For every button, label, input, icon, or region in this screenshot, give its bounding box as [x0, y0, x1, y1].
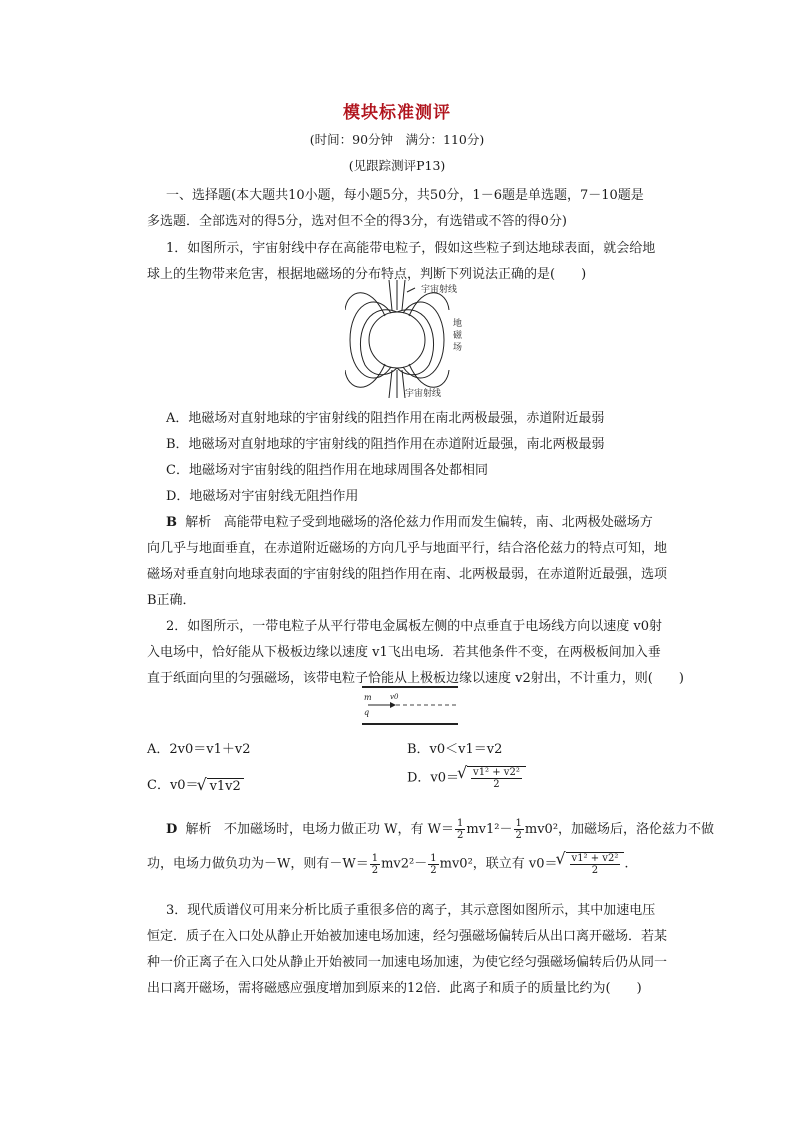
frac-num: 1	[515, 818, 522, 829]
q2-analysis-text-1c: mv0²，加磁场后，洛伦兹力不做	[524, 822, 715, 837]
velocity-arrow	[390, 702, 396, 708]
earth-circle	[369, 312, 425, 368]
frac-den: 2	[430, 864, 437, 876]
q2-analysis-text-2b: mv2²－	[381, 856, 428, 872]
q2-analysis-text-2c: mv0²，联立有 v0＝	[439, 856, 558, 872]
q1-answer: B	[166, 515, 177, 530]
q2-analysis-text-2a: 功，电场力做负功为－W，则有－W＝	[147, 856, 369, 872]
section1-line2: 多选题．全部选对的得5分，选对但不全的得3分，有选错或不答的得0分)	[147, 214, 567, 229]
q1-analysis-text-1: 高能带电粒子受到地磁场的洛伦兹力作用而发生偏转，南、北两极处磁场方	[223, 515, 653, 530]
frac-den: 2	[456, 830, 464, 841]
q2-option-b: B．v0＜v1＝v2	[407, 742, 503, 757]
q2-option-a: A．2v0＝v1＋v2	[147, 742, 251, 757]
q2-analysis-root-num: √ v1² + v2²	[571, 853, 619, 864]
frac-num: 1	[371, 852, 379, 864]
q1-analysis-line4: B正确．	[147, 593, 196, 608]
q2-option-d-prefix: D．v0＝	[407, 770, 460, 786]
q3-line3: 种一价正离子在入口处从静止开始被同一加速电场加速，为使它经匀强磁场偏转后仍从同一	[147, 955, 668, 970]
q1-option-a: A．地磁场对直射地球的宇宙射线的阻挡作用在南北两极最强，赤道附近最弱	[166, 411, 605, 426]
fig-label-m: m	[364, 693, 372, 702]
q2-analysis-text-1b: mv1²－	[466, 822, 513, 837]
fig-label-side-3: 场	[453, 343, 463, 353]
q1-option-d: D．地磁场对宇宙射线无阻挡作用	[166, 489, 359, 504]
q2-analysis-label: 解析	[185, 822, 212, 837]
page-title: 模块标准测评	[343, 103, 451, 123]
q1-analysis-line3: 磁场对垂直射向地球表面的宇宙射线的阻挡作用在南、北两极最弱，在赤道附近最强，选项	[147, 567, 668, 582]
q3-line4: 出口离开磁场，需将磁感应强度增加到原来的12倍．此离子和质子的质量比约为( )	[147, 981, 642, 996]
q2-option-d-den: 2	[493, 779, 500, 790]
time-info: (时间：90分钟 满分：110分)	[309, 132, 485, 147]
section1-line1: 一、选择题(本大题共10小题，每小题5分，共50分，1－6题是单选题，7－10题是	[166, 188, 644, 203]
half-fraction-1	[455, 818, 465, 841]
fig-label-side-2: 磁	[453, 331, 463, 341]
q2-answer: D	[166, 822, 178, 837]
q2-analysis-line2: 功，电场力做负功为－W，则有－W＝ $\frac{1}{2}$ mv2²－ $\frac{1}{2}$ mv0²，联立有 v0＝ √ $\frac{\text{v1² + v2²}}{2}$ .	[147, 852, 628, 876]
q2-analysis-line1	[166, 818, 714, 841]
frac-num: 1	[456, 818, 464, 829]
q2-analysis-text-1a: 不加磁场时，电场力做正功 W，有 W＝	[223, 822, 454, 837]
q1-option-b: B．地磁场对直射地球的宇宙射线的阻挡作用在赤道附近最强，南北两极最弱	[166, 437, 605, 452]
half-fraction-2	[514, 818, 524, 841]
q2-analysis-root	[566, 852, 625, 876]
reference-info: (见跟踪测评P13)	[348, 158, 446, 173]
q1-analysis-line2: 向几乎与地面垂直，在赤道附近磁场的方向几乎与地面平行，结合洛伦兹力的特点可知，地	[147, 541, 668, 556]
frac-num: 1	[430, 852, 437, 864]
q1-line1: 1．如图所示，宇宙射线中存在高能带电粒子，假如这些粒子到达地球表面，就会给地	[166, 241, 656, 256]
q2-option-c-root: √ v1v2	[207, 778, 244, 794]
q1-analysis-line1	[166, 511, 653, 530]
q2-option-d-num: √ v1² + v2²	[473, 767, 520, 778]
q1-line2: 球上的生物带来危害，根据地磁场的分布特点，判断下列说法正确的是( )	[147, 267, 587, 282]
earth-magnetic-field-figure	[345, 280, 485, 398]
q1-analysis-label: 解析	[185, 515, 212, 530]
frac-den: 2	[515, 830, 522, 841]
fig-label-side-1: 地	[453, 319, 463, 329]
q2-line1: 2．如图所示，一带电粒子从平行带电金属板左侧的中点垂直于电场线方向以速度 v0射	[166, 619, 663, 634]
half-fraction-3	[370, 853, 380, 876]
q2-line2: 入电场中，恰好能从下极板边缘以速度 v1飞出电场．若其他条件不变，在两极板间加入垂	[147, 645, 661, 660]
q2-line3: 直于纸面向里的匀强磁场，该带电粒子恰能从上极板边缘以速度 v2射出，不计重力，则( )	[147, 671, 684, 686]
q2-option-c	[147, 774, 244, 794]
q1-option-c: C．地磁场对宇宙射线的阻挡作用在地球周围各处都相同	[166, 463, 488, 478]
q2-option-d-root	[467, 766, 526, 790]
fig-label-q: q	[364, 708, 370, 717]
frac-den: 2	[371, 864, 379, 876]
half-fraction-4	[428, 853, 438, 876]
q2-option-c-prefix: C．v0＝	[147, 778, 199, 793]
fig-label-cosmic-top: 宇宙射线	[421, 285, 458, 295]
q3-line1: 3．现代质谱仪可用来分析比质子重很多倍的离子，其示意图如图所示，其中加速电压	[166, 903, 656, 918]
q2-analysis-root-den: 2	[591, 865, 599, 876]
q3-line2: 恒定．质子在入口处从静止开始被加速电场加速，经匀强磁场偏转后从出口离开磁场．若某	[147, 929, 668, 944]
fig-label-v0: v0	[390, 693, 399, 701]
parallel-plates-figure	[360, 683, 462, 729]
fig-label-cosmic-bottom: 宇宙射线	[405, 389, 442, 398]
q2-option-d	[407, 766, 526, 790]
